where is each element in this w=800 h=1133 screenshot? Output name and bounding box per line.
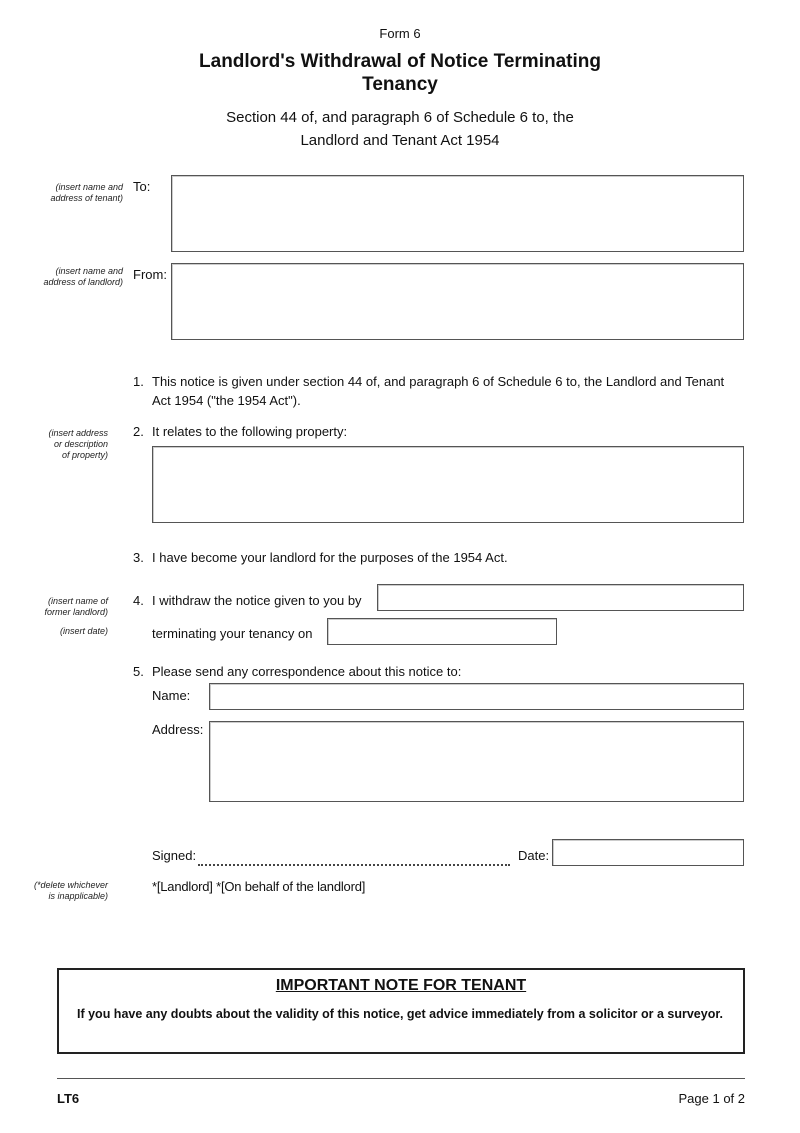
property-note-line-3: of property)	[61, 450, 108, 460]
from-note-line-2: address of landlord)	[43, 277, 123, 287]
delete-margin-note	[10, 880, 108, 902]
delete-note-line-1: (*delete whichever	[33, 880, 108, 890]
para-5-number: 5.	[133, 664, 144, 679]
subtitle-line-2: Landlord and Tenant Act 1954	[300, 132, 500, 149]
delete-note-line-2: is inapplicable)	[48, 891, 108, 901]
page-title	[150, 50, 650, 96]
para-2-text: It relates to the following property:	[152, 424, 348, 439]
para-5-text: Please send any correspondence about this notice to:	[152, 664, 462, 679]
date-margin-note: (insert date)	[59, 626, 108, 636]
signed-label: Signed:	[152, 848, 197, 863]
important-note-body: If you have any doubts about the validity of this notice, get advice immediately from a solicitor or a surveyor.	[77, 1007, 723, 1021]
to-margin-note	[10, 182, 123, 204]
property-margin-note	[10, 428, 108, 461]
footer-divider	[57, 1078, 745, 1079]
property-note-line-2: or description	[53, 439, 108, 449]
from-margin-note	[10, 266, 123, 288]
former-landlord-note-line-2: former landlord)	[44, 607, 108, 617]
property-note-line-1: (insert address	[48, 428, 108, 438]
important-note-box	[57, 968, 745, 1054]
para-4-text-2: terminating your tenancy on	[152, 626, 313, 641]
para-1-line-1: This notice is given under section 44 of, and paragraph 6 of Schedule 6 to, the Landlord and Tenant	[152, 374, 725, 389]
to-label: To:	[133, 179, 151, 194]
property-field[interactable]	[152, 446, 744, 523]
page-number: Page 1 of 2	[678, 1091, 745, 1106]
address-field[interactable]	[209, 721, 744, 802]
para-4-text: I withdraw the notice given to you by	[152, 593, 362, 608]
page-subtitle	[150, 106, 650, 152]
former-landlord-field[interactable]	[377, 584, 744, 611]
para-1-text	[152, 372, 752, 410]
capacity-text: *[Landlord] *[On behalf of the landlord]	[152, 879, 366, 894]
name-field[interactable]	[209, 683, 744, 710]
to-note-line-1: (insert name and	[55, 182, 123, 192]
form-number: Form 6	[379, 26, 421, 41]
termination-date-field[interactable]	[327, 618, 557, 645]
form-code: LT6	[57, 1091, 80, 1106]
para-1-line-2: Act 1954 ("the 1954 Act").	[152, 393, 301, 408]
from-note-line-1: (insert name and	[55, 266, 123, 276]
title-line-1: Landlord's Withdrawal of Notice Terminating	[199, 51, 601, 72]
para-1-number: 1.	[133, 374, 144, 389]
para-3-number: 3.	[133, 550, 144, 565]
from-label: From:	[133, 267, 167, 282]
para-3-text: I have become your landlord for the purposes of the 1954 Act.	[152, 550, 508, 565]
former-landlord-note-line-1: (insert name of	[47, 596, 108, 606]
address-label: Address:	[152, 722, 204, 737]
signature-line[interactable]	[198, 852, 510, 866]
to-note-line-2: address of tenant)	[50, 193, 123, 203]
former-landlord-margin-note	[10, 596, 108, 618]
from-field[interactable]	[171, 263, 744, 340]
para-4-number: 4.	[133, 593, 144, 608]
name-label: Name:	[152, 688, 191, 703]
date-label: Date:	[518, 848, 550, 863]
important-note-heading: IMPORTANT NOTE FOR TENANT	[275, 977, 527, 994]
title-line-2: Tenancy	[362, 74, 438, 95]
subtitle-line-1: Section 44 of, and paragraph 6 of Schedule 6 to, the	[226, 109, 574, 126]
para-2-number: 2.	[133, 424, 144, 439]
to-field[interactable]	[171, 175, 744, 252]
date-field[interactable]	[552, 839, 744, 866]
